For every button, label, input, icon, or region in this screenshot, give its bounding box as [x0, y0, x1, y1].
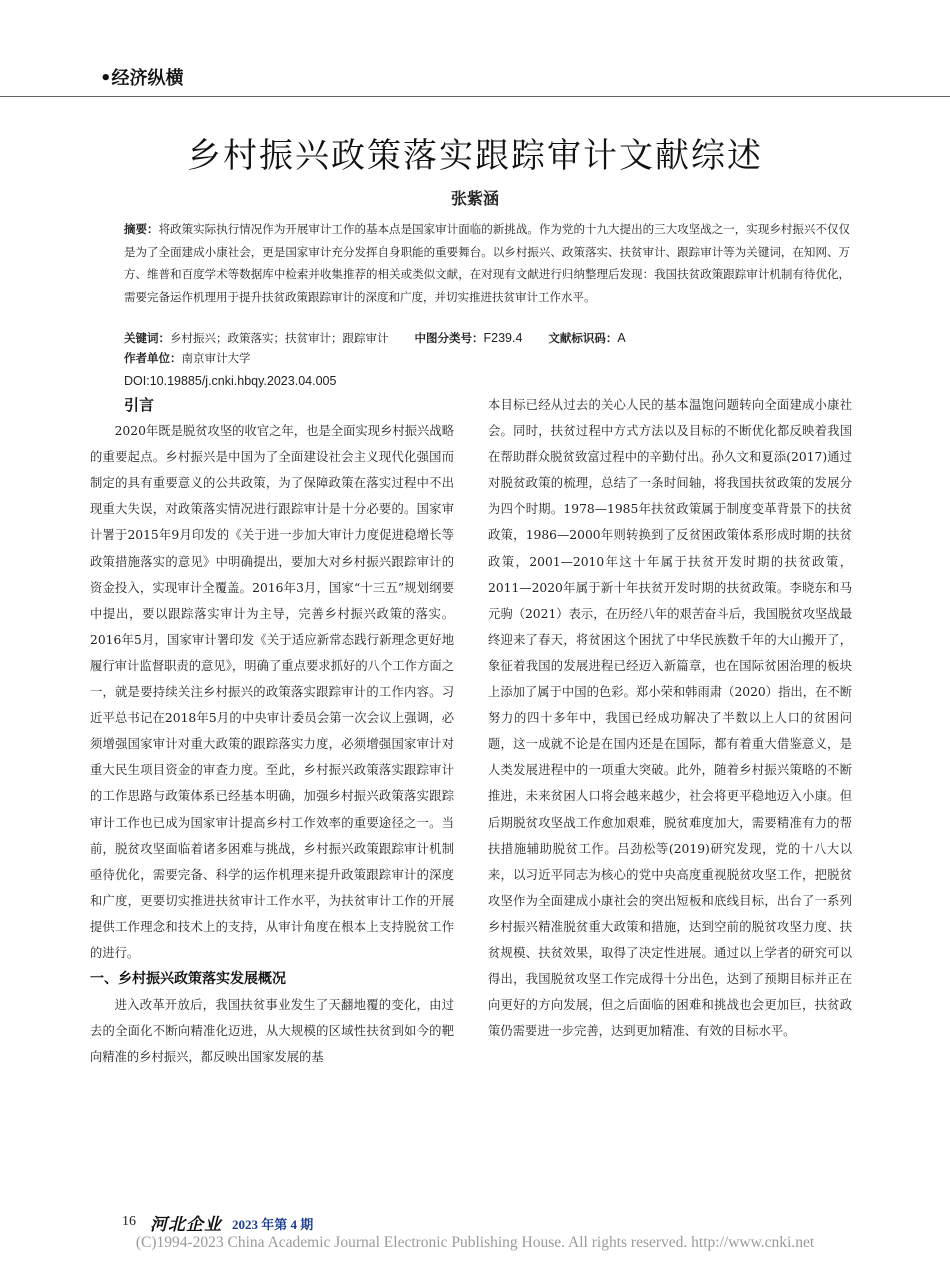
section-tag: •经济纵横: [100, 68, 184, 89]
issue-label: 2023 年第 4 期: [232, 1217, 314, 1232]
section1-heading: 一、乡村振兴政策落实发展概况: [90, 971, 286, 988]
header-divider: [0, 96, 950, 97]
abstract-label: 摘要：: [124, 222, 159, 236]
intro-heading: 引言: [124, 396, 155, 414]
clc-label: 中图分类号：: [414, 331, 484, 345]
affiliation-line: [124, 348, 850, 368]
clc-value: F239.4: [483, 331, 523, 345]
doccode-label: 文献标识码：: [548, 331, 618, 345]
abstract: [124, 218, 850, 308]
article-title: 乡村振兴政策落实跟踪审计文献综述: [187, 136, 763, 176]
intro-paragraph: 2020年既是脱贫攻坚的收官之年，也是全面实现乡村振兴战略的重要起点。乡村振兴是中国为了全面建设社会主义现代化强国而制定的具有重要意义的公共政策，为了保障政策在落实过程中不出现重大失误，对政策落实情况进行跟踪审计是十分必要的。国家审计署于2015年9月印发的《关于进一步加大审计力度促进稳增长等政策措施落实的意见》中明确提出，要加大对乡村振兴跟踪审计的资金投入，实现审计全覆盖。2016年3月，国家“十三五”规划纲要中提出，要以跟踪落实审计为主导，完善乡村振兴政策的落实。2016年5月，国家审计署印发《关于适应新常态践行新理念更好地履行审计监督职责的意见》，明确了重点要求抓好的八个工作方面之一，就是要持续关注乡村振兴的政策落实跟踪审计的工作内容。习近平总书记在2018年5月的中央审计委员会第一次会议上强调，必须增强国家审计对重大政策的跟踪落实力度，必须增强国家审计对重大民生项目资金的审查力度。至此，乡村振兴政策落实跟踪审计的工作思路与政策体系已经基本明确，加强乡村振兴政策落实跟踪审计工作也已成为国家审计提高乡村工作效率的重要途径之一。当前，脱贫攻坚面临着诸多困难与挑战，乡村振兴政策跟踪审计机制亟待优化，需要完备、科学的运作机理来提升政策跟踪审计的深度和广度，更要切实推进扶贫审计工作水平，为扶贫审计工作的开展提供工作理念和技术上的支持，从审计角度在根本上支持脱贫工作的进行。: [90, 424, 454, 960]
section1-paragraph-start: 进入改革开放后，我国扶贫事业发生了天翻地覆的变化，由过去的全面化不断向精准化迈进，从大规模的区域性扶贫到如今的靶向精准的乡村振兴，都反映出国家发展的基: [90, 998, 454, 1065]
affiliation-text: 南京审计大学: [181, 351, 251, 365]
keywords-text: 乡村振兴；政策落实；扶贫审计；跟踪审计: [170, 331, 389, 345]
keywords-line: [124, 328, 850, 348]
abstract-text: 将政策实际执行情况作为开展审计工作的基本点是国家审计面临的新挑战。作为党的十九大提出的三大攻坚战之一，实现乡村振兴不仅仅是为了全面建成小康社会，更是国家审计充分发挥自身职能的重要舞台。以乡村振兴、政策落实、扶贫审计、跟踪审计等为关键词，在知网、万方、维普和百度学术等数据库中检索并收集推荐的相关或类似文献，在对现有文献进行归纳整理后发现：我国扶贫政策跟踪审计机制有待优化，需要完备运作机理用于提升扶贫政策跟踪审计的深度和广度，并切实推进扶贫审计工作水平。: [124, 222, 850, 304]
doccode-value: A: [617, 331, 626, 345]
journal-logo: 河北企业: [150, 1215, 222, 1235]
article-author: 张紫涵: [450, 189, 499, 208]
copyright-watermark: (C)1994-2023 China Academic Journal Electronic Publishing House. All rights reserved. http://www.cnki.net: [135, 1234, 815, 1251]
doi: DOI:10.19885/j.cnki.hbqy.2023.04.005: [124, 374, 337, 388]
section1-paragraph-continued: 本目标已经从过去的关心人民的基本温饱问题转向全面建成小康社会。同时，扶贫过程中方式方法以及目标的不断优化都反映着我国在帮助群众脱贫致富过程中的辛勤付出。孙久文和夏添(2017)通过对脱贫政策的梳理，总结了一条时间轴，将我国扶贫政策的发展分为四个时期。1978—1985年扶贫政策属于制度变革背景下的扶贫政策，1986—2000年则转换到了反贫困政策体系形成时期的扶贫政策，2001—2010年这十年属于扶贫开发时期的扶贫政策，2011—2020年属于新十年扶贫开发时期的扶贫政策。李晓东和马元驹（2021）表示，在历经八年的艰苦奋斗后，我国脱贫攻坚战最终迎来了春天，将贫困这个困扰了中华民族数千年的大山搬开了，象征着我国的发展进程已经迈入新篇章，也在国际贫困治理的板块上添加了属于中国的色彩。郑小荣和韩雨肃（2020）指出，在不断努力的四十多年中，我国已经成功解决了半数以上人口的贫困问题，这一成就不论是在国内还是在国际，都有着重大借鉴意义，是人类发展进程中的一项重大突破。此外，随着乡村振兴策略的不断推进，未来贫困人口将会越来越少，社会将更平稳地迈入小康。但后期脱贫攻坚战工作愈加艰难，脱贫难度加大，需要精准有力的帮扶措施辅助脱贫工作。吕劲松等(2019)研究发现，党的十八大以来，以习近平同志为核心的党中央高度重视脱贫攻坚工作，把脱贫攻坚作为全面建成小康社会的突出短板和底线目标，出台了一系列乡村振兴精准脱贫重大政策和措施，达到空前的脱贫攻坚力度、扶贫规模、扶贫效果，取得了决定性进展。通过以上学者的研究可以得出，我国脱贫攻坚工作完成得十分出色，达到了预期目标并正在向更好的方向发展，但之后面临的困难和挑战也会更加巨，扶贫政策仍需要进一步完善，达到更加精准、有效的目标水平。: [488, 398, 852, 1039]
affiliation-label: 作者单位：: [124, 351, 182, 365]
keywords-label: 关键词：: [124, 331, 170, 345]
page-number: 16: [122, 1214, 136, 1229]
right-column: [488, 392, 852, 1044]
left-column: [90, 392, 454, 1070]
